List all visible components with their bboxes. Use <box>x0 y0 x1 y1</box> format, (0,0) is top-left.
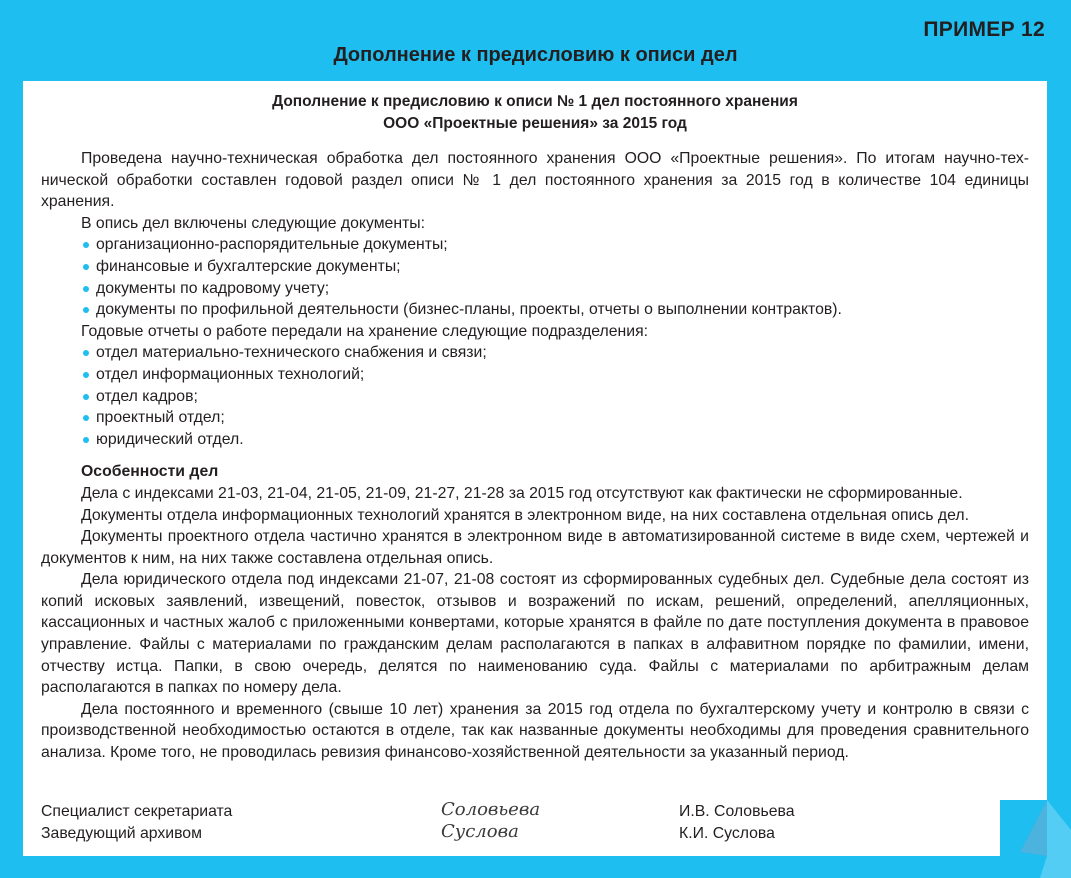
signatures-block <box>41 801 1029 844</box>
document-sheet <box>23 81 1047 856</box>
documents-lead: В опись дел включены следующие документы: <box>81 214 426 232</box>
list-item: отдел информационных технологий; <box>81 364 1029 386</box>
list-item: документы по профильной деятельности (бизнес-планы, проекты, отчеты о выполнении контрактов). <box>81 299 1029 321</box>
document-body <box>41 148 1029 764</box>
signer-name: И.В. Соловьева <box>679 803 795 820</box>
documents-list <box>41 234 1029 320</box>
page-curl-icon <box>1000 800 1071 878</box>
example-label: ПРИМЕР 12 <box>923 18 1045 41</box>
signer-role: Заведующий архивом <box>41 824 202 842</box>
features-paragraph: Документы отдела информационных технологий хранятся в электронном виде, на них составлена отдельная опись дел. <box>81 506 969 524</box>
features-paragraph: Дела с индексами 21-03, 21-04, 21-05, 21-09, 21-27, 21-28 за 2015 год отсутствуют как фактически не сформированные. <box>81 484 963 502</box>
features-paragraph: Документы проектного отдела частично хранятся в электронном виде в автоматизированной системе в виде схем, чертежей и документов к ним, на них также составлена отдельная опись. <box>41 528 1029 567</box>
features-paragraph: Дела юридического отдела под индексами 21-07, 21-08 состоят из сформированных судебных дел. Судебные дела состоят из копий исковых заявлений, извещений, повесток, отзывов и возражений по искам, решений, определений, апелляционных, кассационных и частных жалоб с приложенными конвертами, которые хранятся в файле по дате поступления документа в правовое управление. Файлы с материалами по гражданским делам располагаются в папках в алфавитном порядке по фамилии, имени, отчеству истца. Папки, в свою очередь, делятся по наименованию суда. Файлы с материалами по арбитражным делам располагаются в папках по номеру дела. <box>41 571 1029 697</box>
signature-row <box>41 820 1029 845</box>
document-title-line-2: ООО «Проектные решения» за 2015 год <box>383 115 687 132</box>
signer-role: Специалист секретариата <box>41 803 233 820</box>
features-heading: Особенности дел <box>81 463 219 481</box>
intro-paragraph: Проведена научно-техническая обработка дел постоянного хранения ООО «Проектные решения». По итогам научно-технической обработки составлен годовой раздел описи № 1 дел постоянного хранения за 2015 год в количестве 104 единицы хранения. <box>41 150 1029 211</box>
list-item: документы по кадровому учету; <box>81 278 1029 300</box>
list-item: финансовые и бухгалтерские документы; <box>81 256 1029 278</box>
features-paragraph: Дела постоянного и временного (свыше 10 лет) хранения за 2015 год отдела по бухгалтерскому учету и контролю в связи с производственной необходимостью остаются в отделе, так как названные документы необходимы для проведения сравнительного анализа. Кроме того, не проводилась ревизия финансово-хозяйственной деятельности за указанный период. <box>41 700 1029 762</box>
document-title-line-1: Дополнение к предисловию к описи № 1 дел постоянного хранения <box>272 93 798 110</box>
list-item: отдел материально-технического снабжения и связи; <box>81 342 1029 364</box>
list-item: юридический отдел. <box>81 429 1029 451</box>
signer-name: К.И. Суслова <box>679 824 775 842</box>
departments-list <box>41 342 1029 450</box>
handwritten-signature: Суслова <box>441 820 519 842</box>
list-item: организационно-распорядительные документы; <box>81 234 1029 256</box>
signature-row <box>41 801 1029 823</box>
handwritten-signature: Соловьева <box>441 799 541 820</box>
frame-title: Дополнение к предисловию к описи дел <box>333 44 738 66</box>
list-item: проектный отдел; <box>81 407 1029 429</box>
list-item: отдел кадров; <box>81 386 1029 408</box>
departments-lead: Годовые отчеты о работе передали на хранение следующие подразделения: <box>81 322 649 340</box>
